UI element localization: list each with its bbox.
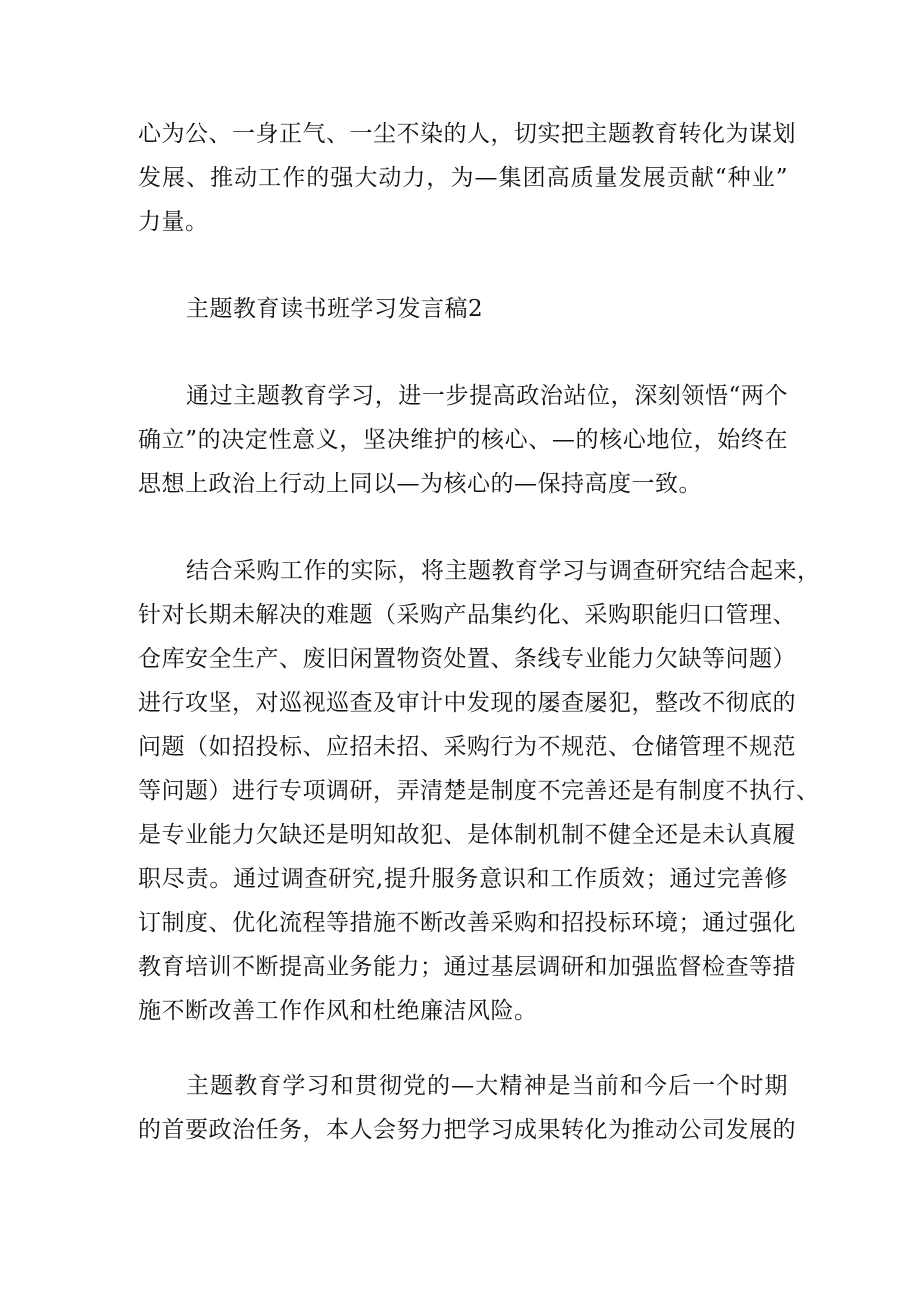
text-line: 职尽责。通过调查研究,提升服务意识和工作质效；通过完善修 bbox=[138, 866, 788, 892]
paragraph-procurement-work bbox=[138, 549, 821, 1033]
text-line: 的首要政治任务，本人会努力把学习成果转化为推动公司发展的 bbox=[138, 1117, 796, 1143]
text-line: 心为公、一身正气、一尘不染的人，切实把主题教育转化为谋划 bbox=[138, 121, 796, 147]
text-line: 教育培训不断提高业务能力；通过基层调研和加强监督检查等措 bbox=[138, 954, 796, 980]
section-heading bbox=[138, 287, 788, 331]
text-line: 结合采购工作的实际，将主题教育学习与调查研究结合起来， bbox=[186, 558, 821, 584]
text-line: 通过主题教育学习，进一步提高政治站位，深刻领悟“两个 bbox=[186, 383, 788, 409]
text-line: 等问题）进行专项调研，弄清楚是制度不完善还是有制度不执行、 bbox=[138, 778, 820, 804]
text-line: 订制度、优化流程等措施不断改善采购和招投标环境；通过强化 bbox=[138, 910, 796, 936]
text-line: 仓库安全生产、废旧闲置物资处置、条线专业能力欠缺等问题） bbox=[138, 646, 796, 672]
text-line: 进行攻坚，对巡视巡查及审计中发现的屡查屡犯，整改不彻底的 bbox=[138, 690, 796, 716]
paragraph-continuation bbox=[138, 112, 796, 244]
heading-text: 主题教育读书班学习发言稿2 bbox=[186, 296, 484, 322]
text-line: 发展、推动工作的强大动力，为—集团高质量发展贡献“种业” bbox=[138, 165, 788, 191]
text-line: 思想上政治上行动上同以—为核心的—保持高度一致。 bbox=[138, 471, 702, 497]
text-line: 是专业能力欠缺还是明知故犯、是体制机制不健全还是未认真履 bbox=[138, 822, 796, 848]
text-line: 主题教育学习和贯彻党的—大精神是当前和今后一个时期 bbox=[186, 1073, 788, 1099]
text-line: 问题（如招投标、应招未招、采购行为不规范、仓储管理不规范 bbox=[138, 734, 796, 760]
paragraph-political-stance bbox=[138, 374, 788, 506]
text-line: 施不断改善工作作风和杜绝廉洁风险。 bbox=[138, 998, 538, 1024]
text-line: 力量。 bbox=[138, 209, 209, 235]
text-line: 针对长期未解决的难题（采购产品集约化、采购职能归口管理、 bbox=[138, 602, 796, 628]
text-line: 确立”的决定性意义，坚决维护的核心、—的核心地位，始终在 bbox=[138, 427, 788, 453]
paragraph-political-task bbox=[138, 1064, 796, 1152]
